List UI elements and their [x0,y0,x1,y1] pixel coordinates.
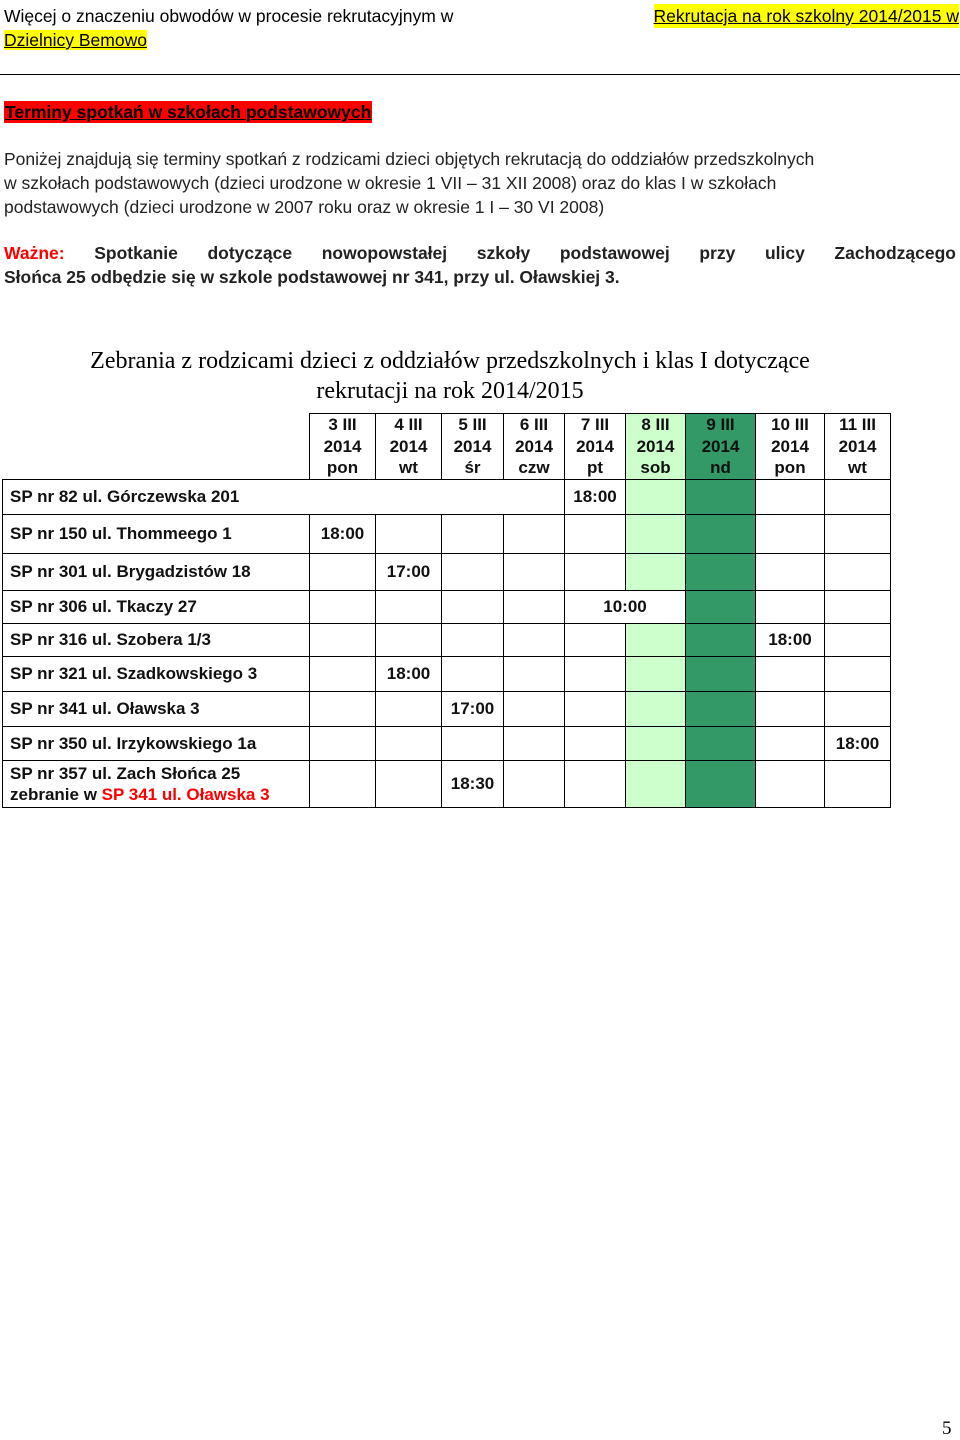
date-header: 5 III 2014 śr [442,414,504,480]
date-header: 4 III 2014 wt [376,414,442,480]
horizontal-divider [0,74,960,75]
school-name: SP nr 341 ul. Oławska 3 [3,692,310,727]
page-number: 5 [942,1418,952,1439]
meeting-schedule-table [2,413,891,808]
table-header-row [3,414,891,480]
school-name-line-2: zebranie w [10,785,102,804]
important-note [4,241,956,289]
meeting-time: 18:00 [310,515,376,554]
school-name: SP nr 301 ul. Brygadzistów 18 [3,554,310,591]
header-line [4,4,959,52]
date-header: 6 III 2014 czw [504,414,565,480]
school-name-line-1: SP nr 357 ul. Zach Słońca 25 [10,764,241,783]
meeting-time: 18:00 [825,727,891,761]
school-name: SP nr 321 ul. Szadkowskiego 3 [3,657,310,692]
header-text: Więcej o znaczeniu obwodów w procesie rekrutacyjnym w [4,6,454,26]
table-row [3,692,891,727]
school-name: SP nr 316 ul. Szobera 1/3 [3,624,310,657]
intro-line-2: w szkołach podstawowych (dzieci urodzone w okresie 1 VII – 31 XII 2008) oraz do klas I w szkołach [4,173,777,193]
table-row [3,761,891,808]
intro-line-3: podstawowych (dzieci urodzone w 2007 roku oraz w okresie 1 I – 30 VI 2008) [4,197,605,217]
meeting-time: 18:30 [442,761,504,808]
meeting-time: 17:00 [442,692,504,727]
school-name: SP nr 150 ul. Thommeego 1 [3,515,310,554]
table-row [3,554,891,591]
school-name-highlight: SP 341 ul. Oławska 3 [101,785,270,804]
date-header: 3 III 2014 pon [310,414,376,480]
table-row [3,515,891,554]
table-row [3,727,891,761]
date-header: 11 III 2014 wt [825,414,891,480]
school-name: SP nr 306 ul. Tkaczy 27 [3,591,310,624]
date-header: 7 III 2014 pt [565,414,626,480]
intro-paragraph [4,147,956,219]
school-name [3,761,310,808]
table-title-line-2: rekrutacji na rok 2014/2015 [316,378,584,404]
meeting-time: 18:00 [565,480,626,515]
table-title-line-1: Zebrania z rodzicami dzieci z oddziałów przedszkolnych i klas I dotyczące [90,348,810,374]
school-name: SP nr 82 ul. Górczewska 201 [3,480,310,515]
recruitment-link-part2[interactable]: Dzielnicy Bemowo [4,30,147,50]
meeting-time: 18:00 [756,624,825,657]
important-text-1: Spotkanie dotyczące nowopowstałej szkoły podstawowej przy ulicy Zachodzącego [94,243,956,263]
recruitment-link-part1[interactable]: Rekrutacja na rok szkolny 2014/2015 w [653,6,959,26]
header-empty-cell [3,414,310,480]
table-row [3,480,891,515]
meeting-time: 18:00 [376,657,442,692]
important-line-2: Słońca 25 odbędzie się w szkole podstawowej nr 341, przy ul. Oławskiej 3. [4,267,620,287]
table-title [0,346,900,406]
table-row [3,591,891,624]
date-header: 10 III 2014 pon [756,414,825,480]
meeting-time: 17:00 [376,554,442,591]
date-header-saturday: 8 III 2014 sob [626,414,686,480]
meeting-time: 10:00 [565,591,686,624]
date-header-sunday: 9 III 2014 nd [686,414,756,480]
section-title: Terminy spotkań w szkołach podstawowych [5,102,372,122]
important-line-1 [4,241,956,265]
table-row [3,624,891,657]
table-row [3,657,891,692]
important-label: Ważne: [4,243,65,263]
school-name: SP nr 350 ul. Irzykowskiego 1a [3,727,310,761]
intro-line-1: Poniżej znajdują się terminy spotkań z rodzicami dzieci objętych rekrutacją do oddziałów przedszkolnych [4,149,815,169]
